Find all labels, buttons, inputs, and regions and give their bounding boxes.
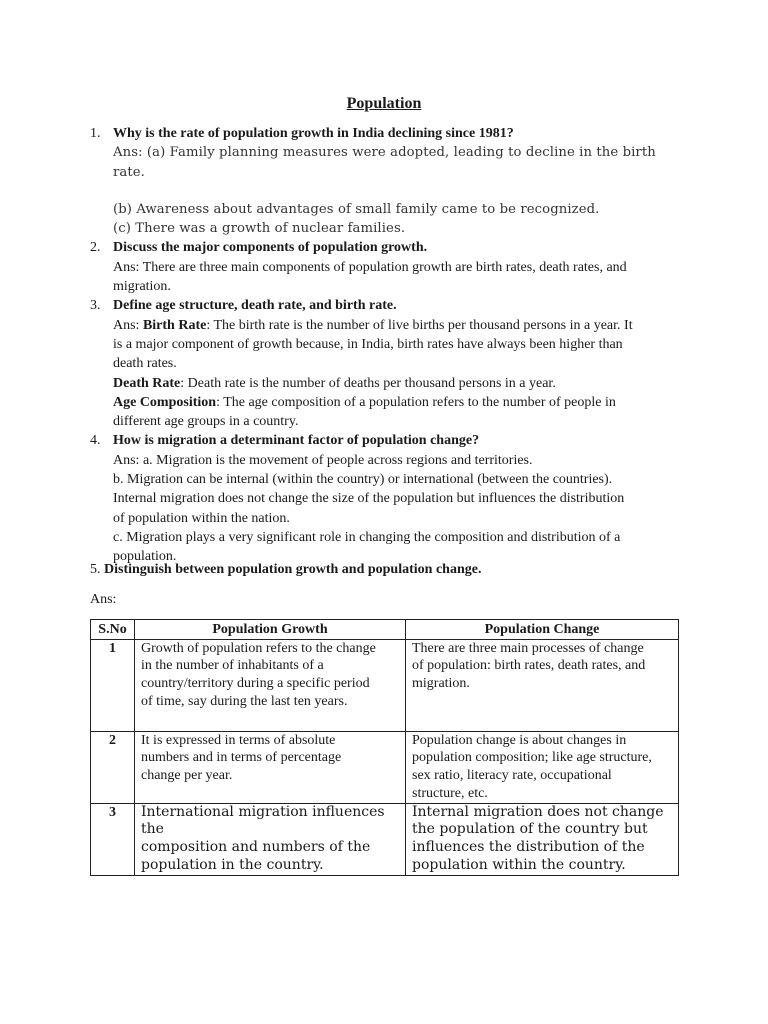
cell-line: country/territory during a specific period <box>141 676 370 692</box>
answer-line: (b) Awareness about advantages of small family came to be recognized. <box>113 201 600 217</box>
answer-line: different age groups in a country. <box>113 414 299 430</box>
change-cell <box>406 803 679 875</box>
question-2 <box>90 238 680 296</box>
cell-line: of time, say during the last ten years. <box>141 693 348 709</box>
page-title: Population <box>346 95 422 112</box>
cell-line: Internal migration does not change <box>412 803 664 820</box>
question-text: Why is the rate of population growth in India declining since 1981? <box>113 126 514 141</box>
change-cell <box>406 731 679 803</box>
cell-line: population in the country. <box>141 856 324 873</box>
answer-line: (c) There was a growth of nuclear families. <box>113 221 406 237</box>
question-list <box>90 124 680 567</box>
answer-line: Ans: a. Migration is the movement of people across regions and territories. <box>113 452 533 468</box>
table-row <box>91 731 679 803</box>
question-5 <box>90 560 481 579</box>
answer-line <box>113 374 680 393</box>
answer-line: of population within the nation. <box>113 510 290 526</box>
change-cell <box>406 639 679 731</box>
question-3 <box>90 296 680 431</box>
term-death-rate: Death Rate <box>113 375 181 391</box>
row-number: 2 <box>91 731 135 803</box>
definition-text: : Death rate is the number of deaths per thousand persons in a year. <box>180 375 556 391</box>
answer-line: population. <box>113 549 177 565</box>
growth-cell <box>135 803 406 875</box>
term-birth-rate: Birth Rate <box>142 317 207 333</box>
cell-line: Growth of population refers to the change <box>141 640 376 656</box>
table-row <box>91 803 679 875</box>
question-text: Define age structure, death rate, and birth rate. <box>113 298 397 314</box>
cell-line: change per year. <box>141 768 233 784</box>
cell-line: influences the distribution of the <box>412 839 645 856</box>
answer-label: Ans: <box>90 592 117 607</box>
cell-line: sex ratio, literacy rate, occupational <box>412 768 612 784</box>
header-population-change: Population Change <box>406 620 679 640</box>
row-number: 1 <box>91 639 135 731</box>
answer-line: death rates. <box>113 356 177 372</box>
definition-text: : The birth rate is the number of live births per thousand persons in a year. It <box>206 317 633 333</box>
answer-line: b. Migration can be internal (within the country) or international (between the countries). <box>113 472 613 488</box>
cell-line: numbers and in terms of percentage <box>141 750 342 766</box>
blank-line <box>113 182 680 200</box>
cell-line: International migration influences the <box>141 803 385 838</box>
cell-line: There are three main processes of change <box>412 640 644 656</box>
answer-line: Ans: There are three main components of population growth are birth rates, death rates, and <box>113 259 627 275</box>
question-number: 5. <box>90 562 101 577</box>
cell-line: Population change is about changes in <box>412 732 627 748</box>
question-number: 2. <box>90 240 101 256</box>
term-age-composition: Age Composition <box>113 394 217 410</box>
cell-line: structure, etc. <box>412 785 488 801</box>
cell-line: in the number of inhabitants of a <box>141 658 324 674</box>
header-sno: S.No <box>91 620 135 640</box>
question-text: Distinguish between population growth and population change. <box>104 562 482 577</box>
cell-line: of population: birth rates, death rates, and <box>412 658 646 674</box>
question-4 <box>90 431 680 566</box>
header-population-growth: Population Growth <box>135 620 406 640</box>
cell-line: population within the country. <box>412 856 626 873</box>
question-number: 3. <box>90 298 101 314</box>
table-header-row <box>91 620 679 640</box>
row-number: 3 <box>91 803 135 875</box>
answer-line: c. Migration plays a very significant role in changing the composition and distribution of a <box>113 529 621 545</box>
question-number: 1. <box>90 126 101 141</box>
question-text: Discuss the major components of population growth. <box>113 240 428 256</box>
definition-text: : The age composition of a population refers to the number of people in <box>216 394 616 410</box>
cell-line: It is expressed in terms of absolute <box>141 732 336 748</box>
question-text: How is migration a determinant factor of population change? <box>113 433 480 449</box>
answer-line: Ans: (a) Family planning measures were adopted, leading to decline in the birth rate. <box>113 145 656 180</box>
table-row <box>91 639 679 731</box>
answer-prefix: Ans: <box>113 317 143 333</box>
growth-cell <box>135 639 406 731</box>
comparison-table <box>90 619 679 876</box>
question-number: 4. <box>90 433 101 449</box>
cell-line: population composition; like age structure, <box>412 750 652 766</box>
answer-line <box>113 393 680 412</box>
cell-line: the population of the country but <box>412 821 648 838</box>
cell-line: migration. <box>412 676 470 692</box>
answer-line: migration. <box>113 279 171 295</box>
cell-line: composition and numbers of the <box>141 839 371 856</box>
answer-line: Internal migration does not change the size of the population but influences the distribution <box>113 491 625 507</box>
answer-line: is a major component of growth because, in India, birth rates have always been higher than <box>113 336 623 352</box>
question-1 <box>90 124 680 238</box>
answer-line <box>113 316 680 335</box>
growth-cell <box>135 731 406 803</box>
